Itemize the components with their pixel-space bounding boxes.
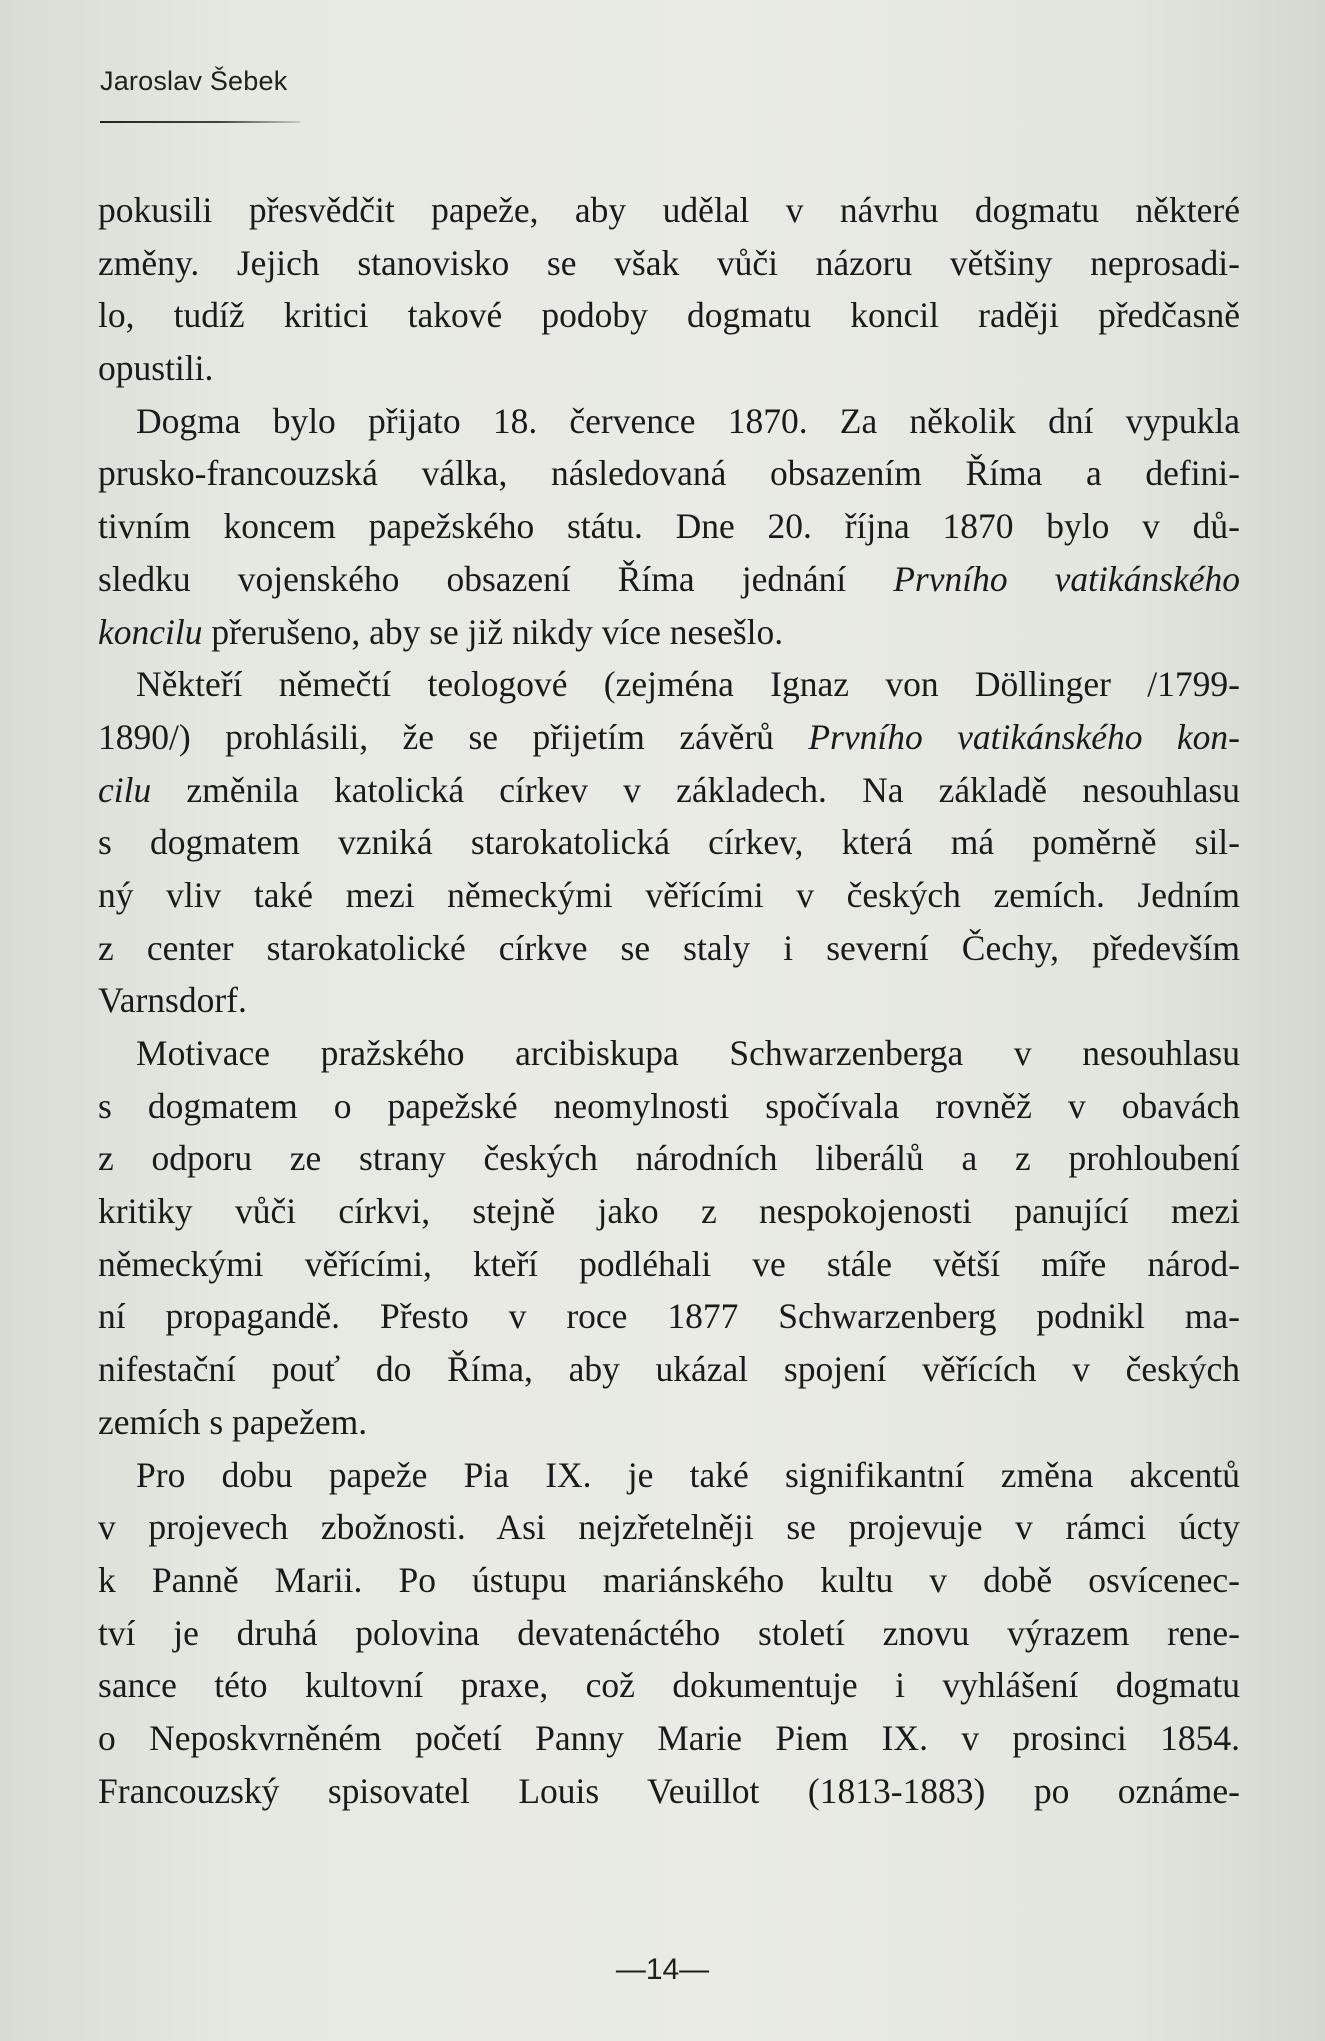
text-line: změny. Jejich stanovisko se však vůči názoru většiny neprosadi- <box>98 242 1240 283</box>
italic-title: koncilu <box>98 611 203 652</box>
text-line: k Panně Marii. Po ústupu mariánského kultu v době osvícenec- <box>98 1559 1240 1600</box>
running-head: Jaroslav Šebek <box>100 66 288 96</box>
text-line: s dogmatem o papežské neomylnosti spočívala rovněž v obavách <box>98 1085 1240 1126</box>
text-line: z odporu ze strany českých národních liberálů a z prohloubení <box>98 1138 1240 1179</box>
text-line <box>98 606 1240 659</box>
text-line: Motivace pražského arcibiskupa Schwarzenberga v nesouhlasu <box>136 1033 1240 1073</box>
body-text <box>98 184 1240 1817</box>
text-run: přerušeno, aby se již nikdy více nesešlo. <box>202 611 784 652</box>
text-line: pokusili přesvědčit papeže, aby udělal v návrhu dogmatu některé <box>98 190 1240 230</box>
text-line: tivním koncem papežského státu. Dne 20. října 1870 bylo v dů- <box>98 506 1240 547</box>
text-line: Dogma bylo přijato 18. července 1870. Za několik dní vypukla <box>136 400 1240 441</box>
text-line: ný vliv také mezi německými věřícími v českých zemích. Jedním <box>98 874 1240 915</box>
text-line: Varnsdorf. <box>98 980 247 1021</box>
text-line: Někteří němečtí teologové (zejména Ignaz von Döllinger /1799- <box>136 664 1240 705</box>
italic-title: Prvního vatikánského kon- <box>808 716 1240 757</box>
text-line: tví je druhá polovina devatenáctého století znovu výrazem rene- <box>98 1612 1240 1653</box>
text-line: v projevech zbožnosti. Asi nejzřetelněji se projevuje v rámci úcty <box>98 1507 1240 1548</box>
italic-title: cilu <box>98 769 152 810</box>
text-run: změnila katolická církev v základech. Na základě nesouhlasu <box>151 769 1240 810</box>
page-number: —14— <box>615 1953 710 1986</box>
text-line: německými věřícími, kteří podléhali ve stále větší míře národ- <box>98 1243 1240 1284</box>
text-line: zemích s papežem. <box>98 1401 368 1442</box>
text-line: opustili. <box>98 348 214 389</box>
text-run: sledku vojenského obsazení Říma jednání <box>98 558 894 599</box>
text-line: lo, tudíž kritici takové podoby dogmatu koncil raději předčasně <box>98 295 1240 336</box>
text-line: prusko-francouzská válka, následovaná obsazením Říma a defini- <box>98 453 1240 494</box>
header-rule <box>100 121 300 123</box>
text-line: z center starokatolické církve se staly i severní Čechy, především <box>98 927 1240 968</box>
text-line: Francouzský spisovatel Louis Veuillot (1813-1883) po oznáme- <box>98 1770 1240 1811</box>
text-line <box>98 764 1240 817</box>
text-line: ní propagandě. Přesto v roce 1877 Schwarzenberg podnikl ma- <box>98 1296 1240 1337</box>
text-line: Pro dobu papeže Pia IX. je také signifikantní změna akcentů <box>136 1454 1240 1495</box>
italic-title: Prvního vatikánského <box>893 558 1240 599</box>
text-line <box>98 553 1240 606</box>
text-line: nifestační pouť do Říma, aby ukázal spojení věřících v českých <box>98 1349 1240 1390</box>
text-line: kritiky vůči církvi, stejně jako z nespokojenosti panující mezi <box>98 1191 1240 1232</box>
text-line: s dogmatem vzniká starokatolická církev, která má poměrně sil- <box>98 822 1240 863</box>
text-run: 1890/) prohlásili, že se přijetím závěrů <box>98 716 809 757</box>
text-line: sance této kultovní praxe, což dokumentuje i vyhlášení dogmatu <box>98 1665 1240 1706</box>
text-line <box>98 711 1240 764</box>
text-line: o Neposkvrněném početí Panny Marie Piem IX. v prosinci 1854. <box>98 1717 1240 1758</box>
